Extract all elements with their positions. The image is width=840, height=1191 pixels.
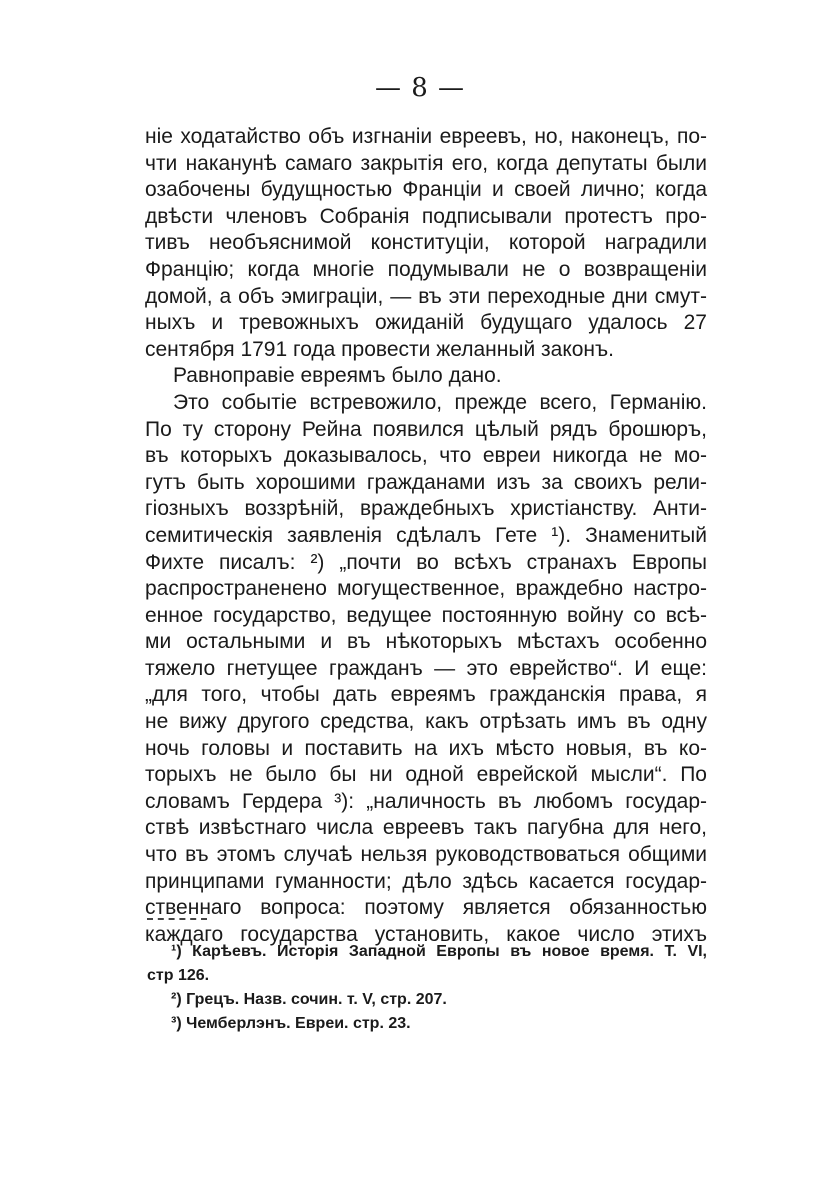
- footnotes: [147, 940, 707, 1036]
- text-line: Это событіе встревожило, прежде всего, Германію.: [173, 390, 707, 414]
- body-text: [145, 124, 707, 948]
- text-line: ночь головы и поставить на ихъ мѣсто новыя, въ ко-: [145, 736, 707, 760]
- text-line: Францію; когда многіе подумывали не о возвращеніи: [145, 257, 707, 281]
- text-line: каждаго государства установить, какое число этихъ: [145, 922, 707, 946]
- footnote-divider: [147, 918, 207, 920]
- text-line: торыхъ не было бы ни одной еврейской мысли“. По: [145, 763, 707, 787]
- text-line: Равноправіе евреямъ было дано.: [173, 364, 502, 388]
- text-line: гіозныхъ воззрѣній, враждебныхъ христіанству. Анти-: [145, 497, 707, 521]
- text-line: принципами гуманности; дѣло здѣсь касается государ-: [145, 869, 707, 893]
- footnote-3: ³) Чемберлэнъ. Евреи. стр. 23.: [171, 1015, 411, 1032]
- text-line: домой, а объ эмиграціи, — въ эти переходные дни смут-: [145, 284, 707, 308]
- text-line: ствѣ извѣстнаго числа евреевъ такъ пагубна для него,: [145, 816, 707, 840]
- text-line: распространенено могущественное, враждебно настро-: [145, 577, 707, 601]
- text-line: ственнаго вопроса: поэтому является обязанностью: [145, 896, 707, 920]
- footnote-2: ²) Грецъ. Назв. сочин. т. V, стр. 207.: [171, 991, 447, 1008]
- footnote-1: ¹) Карѣевъ. Исторія Западной Европы въ новое время. Т. VI,: [171, 943, 707, 960]
- text-line: „для того, чтобы дать евреямъ гражданскія права, я: [145, 683, 707, 707]
- text-line: не вижу другого средства, какъ отрѣзать имъ въ одну: [145, 710, 707, 734]
- text-line: чти наканунѣ самаго закрытія его, когда депутаты были: [145, 151, 707, 175]
- text-line: гутъ быть хорошими гражданами изъ за своихъ рели-: [145, 470, 707, 494]
- text-line: сентября 1791 года провести желанный законъ.: [145, 337, 614, 361]
- page-number: — 8 —: [374, 73, 466, 103]
- text-line: Фихте писалъ: ²) „почти во всѣхъ странахъ Европы: [145, 550, 707, 574]
- text-line: въ которыхъ доказывалось, что евреи никогда не мо-: [145, 444, 707, 468]
- text-line: тяжело гнетущее гражданъ — это еврейство“. И еще:: [145, 656, 707, 680]
- text-line: ніе ходатайство объ изгнаніи евреевъ, но, наконецъ, по-: [145, 125, 707, 148]
- text-line: енное государство, ведущее постоянную войну со всѣ-: [145, 603, 707, 627]
- text-line: двѣсти членовъ Собранія подписывали протестъ про-: [145, 204, 707, 228]
- text-line: тивъ необъяснимой конституціи, которой наградили: [145, 231, 707, 255]
- footnote-1-continued: стр 126.: [147, 967, 210, 984]
- text-line: ми остальными и въ нѣкоторыхъ мѣстахъ особенно: [145, 630, 707, 654]
- text-line: семитическія заявленія сдѣлалъ Гете ¹). Знаменитый: [145, 523, 707, 547]
- text-line: ныхъ и тревожныхъ ожиданій будущаго удалось 27: [145, 311, 707, 335]
- text-line: озабочены будущностью Франціи и своей лично; когда: [145, 178, 707, 202]
- text-line: что въ этомъ случаѣ нельзя руководствоваться общими: [145, 843, 707, 867]
- text-line: словамъ Гердера ³): „наличность въ любомъ государ-: [145, 789, 707, 813]
- text-line: По ту сторону Рейна появился цѣлый рядъ брошюръ,: [145, 417, 707, 441]
